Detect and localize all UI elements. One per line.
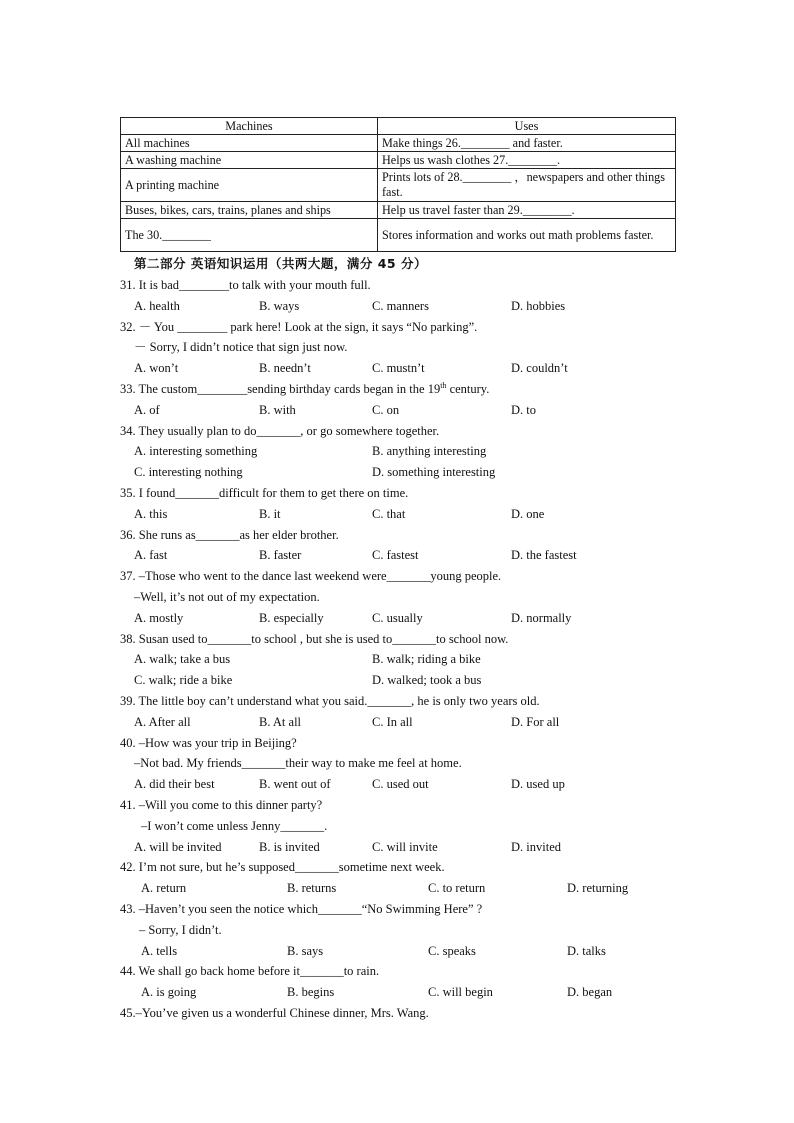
question-response: – Sorry, I didn’t.: [139, 922, 222, 937]
question-response: － Sorry, I didn’t notice that sign just now.: [134, 340, 348, 355]
option-a: A. walk; take a bus: [134, 652, 231, 667]
option-d: D. normally: [511, 610, 572, 625]
question-stem: 41. –Will you come to this dinner party?: [120, 798, 323, 812]
table-header-row: [121, 118, 676, 135]
option-c: C. speaks: [428, 943, 476, 958]
option-b: B. especially: [259, 610, 324, 625]
question-stem: 43. –Haven’t you seen the notice which_______“No Swimming Here” ?: [120, 902, 483, 916]
option-a: A. After all: [134, 714, 191, 729]
option-a: A. won’t: [134, 361, 179, 376]
option-a: A. of: [134, 402, 160, 417]
option-c: C. that: [372, 506, 406, 521]
table-cell-machine: A washing machine: [121, 152, 378, 169]
table-cell-machine: A printing machine: [121, 169, 378, 202]
table-row: [121, 169, 676, 202]
table-cell-use: Help us travel faster than 29.________.: [378, 202, 676, 219]
table-header-uses: Uses: [378, 118, 676, 135]
table-row: [121, 152, 676, 169]
table-cell-machine: Buses, bikes, cars, trains, planes and ships: [121, 202, 378, 219]
question-stem: 31. It is bad________to talk with your mouth full.: [120, 278, 371, 292]
option-c: C. used out: [372, 777, 429, 792]
table-cell-use: Stores information and works out math problems faster.: [378, 219, 676, 252]
option-d: D. to: [511, 402, 536, 417]
question-stem: 45.–You’ve given us a wonderful Chinese dinner, Mrs. Wang.: [120, 1006, 429, 1020]
question-stem: 44. We shall go back home before it_______to rain.: [120, 964, 380, 979]
question-stem: 40. –How was your trip in Beijing?: [120, 735, 297, 750]
option-d: D. one: [511, 506, 545, 521]
table-cell-machine: The 30.________: [121, 219, 378, 252]
option-c: C. walk; ride a bike: [134, 673, 233, 688]
question-stem-text: 33. The custom________sending birthday cards began in the 19: [120, 382, 441, 396]
option-b: B. returns: [287, 881, 337, 896]
question-stem: 36. She runs as_______as her elder brother.: [120, 527, 339, 542]
option-a: A. health: [134, 298, 180, 313]
question-response: –Well, it’s not out of my expectation.: [134, 590, 320, 604]
option-c: C. interesting nothing: [134, 465, 243, 480]
question-stem: 32. － You ________ park here! Look at the sign, it says “No parking”.: [120, 319, 478, 334]
option-b: B. with: [259, 402, 296, 417]
table-cell-machine: All machines: [121, 135, 378, 152]
question-response: –I won’t come unless Jenny_______.: [141, 818, 328, 833]
option-d: D. invited: [511, 839, 561, 854]
machines-uses-table: [120, 117, 676, 252]
option-b: B. ways: [259, 298, 300, 313]
option-d: D. walked; took a bus: [372, 673, 482, 688]
option-b: B. At all: [259, 714, 302, 729]
option-a: A. fast: [134, 548, 168, 563]
option-a: A. will be invited: [134, 839, 222, 854]
table-cell-use: Helps us wash clothes 27.________.: [378, 152, 676, 169]
option-c: C. mustn’t: [372, 361, 425, 376]
question-stem: 34. They usually plan to do_______, or go somewhere together.: [120, 423, 440, 438]
option-c: C. usually: [372, 610, 423, 625]
option-a: A. tells: [141, 943, 178, 958]
option-d: D. used up: [511, 777, 565, 792]
question-stem: 38. Susan used to_______to school , but she is used to_______to school now.: [120, 631, 509, 646]
question-stem: [120, 382, 489, 396]
option-b: B. needn’t: [259, 361, 311, 376]
option-b: B. says: [287, 943, 324, 958]
option-d: D. talks: [567, 943, 606, 958]
option-d: D. couldn’t: [511, 361, 568, 376]
table-cell-use: Prints lots of 28.________ ，newspapers and other things fast.: [378, 169, 676, 202]
table-row: [121, 219, 676, 252]
option-a: A. did their best: [134, 777, 215, 792]
option-c: C. will invite: [372, 839, 438, 854]
option-b: B. begins: [287, 985, 335, 1000]
table-cell-use: Make things 26.________ and faster.: [378, 135, 676, 152]
option-b: B. faster: [259, 548, 302, 563]
option-b: B. anything interesting: [372, 444, 487, 459]
option-a: A. is going: [141, 985, 197, 1000]
option-c: C. manners: [372, 298, 429, 313]
option-c: C. In all: [372, 714, 413, 729]
option-d: D. began: [567, 985, 613, 1000]
option-c: C. will begin: [428, 985, 493, 1000]
superscript: th: [440, 380, 447, 390]
option-d: D. returning: [567, 881, 629, 896]
option-b: B. walk; riding a bike: [372, 652, 481, 667]
option-c: C. on: [372, 402, 400, 417]
option-c: C. to return: [428, 881, 486, 896]
question-stem: 42. I’m not sure, but he’s supposed_______sometime next week.: [120, 860, 445, 875]
question-stem: 37. –Those who went to the dance last weekend were_______young people.: [120, 569, 502, 584]
option-d: D. something interesting: [372, 465, 496, 480]
question-response: –Not bad. My friends_______their way to make me feel at home.: [134, 756, 462, 771]
section-title: 第二部分 英语知识运用（共两大题，满分 45 分）: [134, 256, 427, 271]
option-a: A. interesting something: [134, 444, 258, 459]
table-header-machines: Machines: [121, 118, 378, 135]
question-stem: 35. I found_______difficult for them to get there on time.: [120, 486, 409, 500]
option-c: C. fastest: [372, 548, 419, 563]
question-stem-tail: century.: [446, 382, 490, 396]
option-d: D. For all: [511, 714, 560, 729]
option-b: B. is invited: [259, 839, 320, 854]
question-stem: 39. The little boy can’t understand what you said._______, he is only two years old.: [120, 694, 540, 708]
table-row: [121, 135, 676, 152]
option-d: D. hobbies: [511, 298, 566, 313]
option-a: A. return: [141, 881, 187, 896]
option-a: A. mostly: [134, 610, 184, 625]
option-b: B. went out of: [259, 777, 331, 792]
option-b: B. it: [259, 506, 281, 521]
table-row: [121, 202, 676, 219]
option-d: D. the fastest: [511, 548, 577, 563]
option-a: A. this: [134, 506, 168, 521]
